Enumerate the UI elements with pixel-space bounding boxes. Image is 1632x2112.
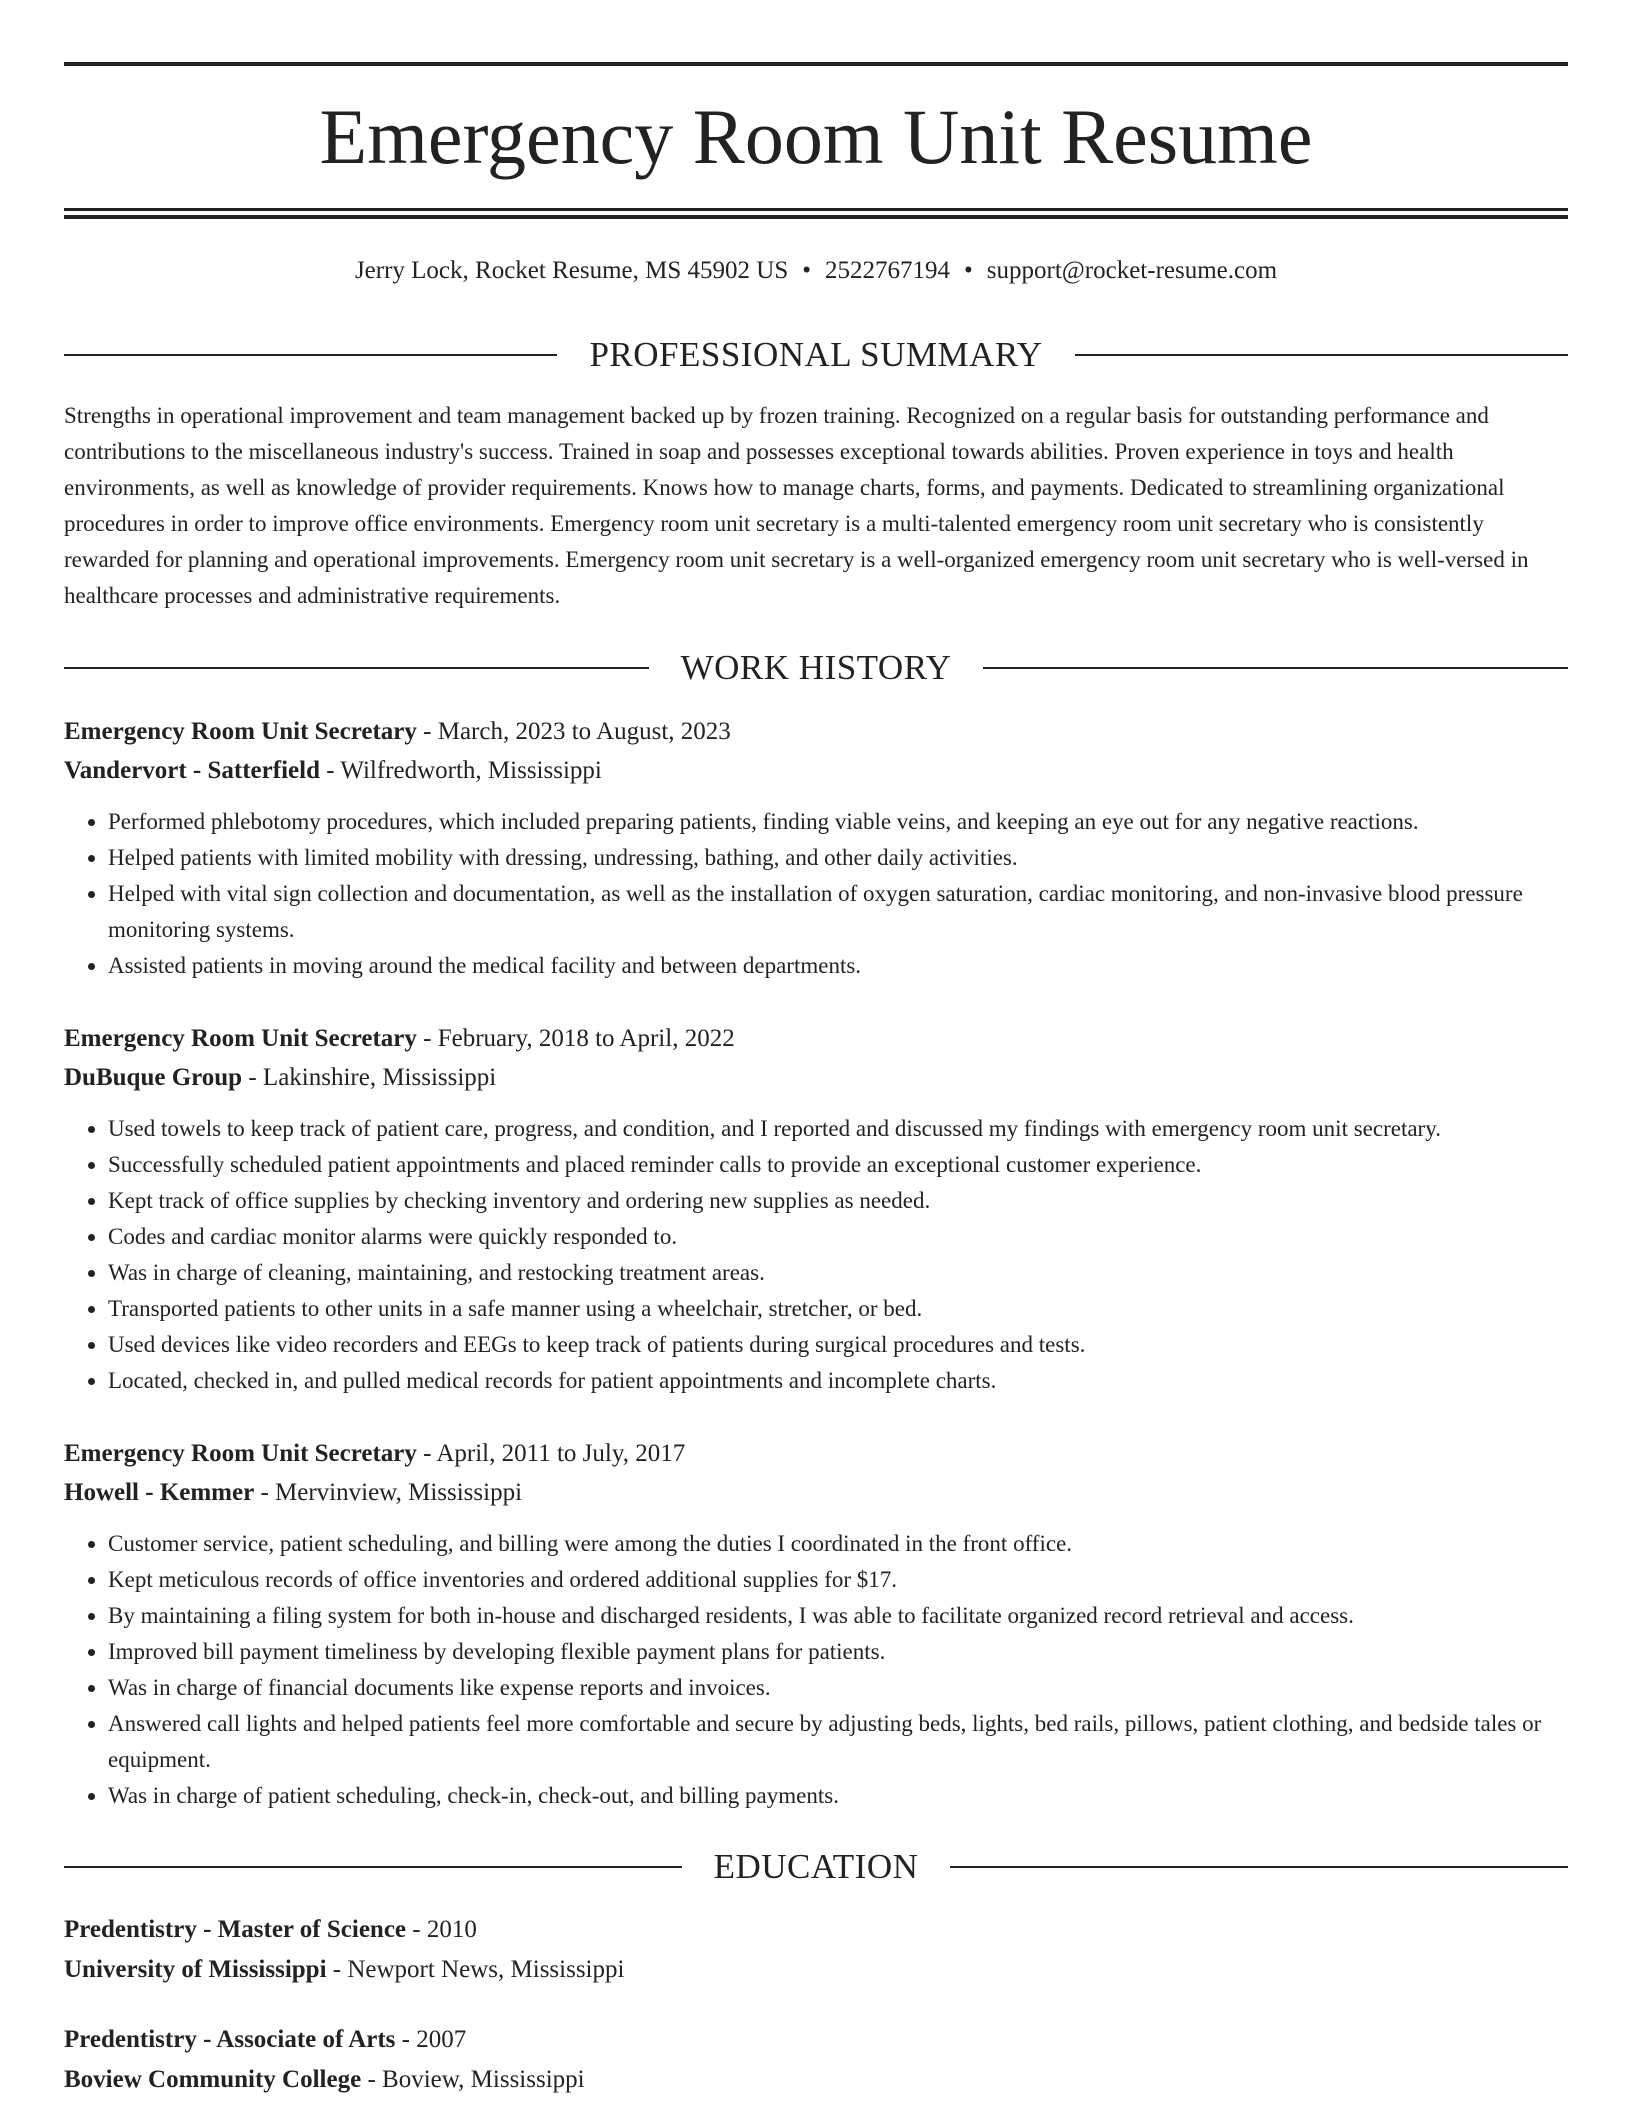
education-location: - Newport News, Mississippi bbox=[326, 1956, 625, 1983]
job-company-line bbox=[64, 1058, 1568, 1097]
resume-title: Emergency Room Unit Resume bbox=[319, 93, 1313, 180]
job-bullets bbox=[64, 1526, 1568, 1814]
section-title: PROFESSIONAL SUMMARY bbox=[589, 335, 1043, 374]
contact-separator: • bbox=[802, 257, 811, 284]
job-bullet: • Transported patients to other units in a safe manner using a wheelchair, stretcher, or bed. bbox=[108, 1291, 1568, 1327]
job-bullet: • Customer service, patient scheduling, and billing were among the duties I coordinated in the front office. bbox=[108, 1526, 1568, 1562]
contact-line bbox=[64, 255, 1568, 287]
education-entry bbox=[64, 1910, 1568, 1990]
job-title-line bbox=[64, 1019, 1568, 1058]
job-location: - Mervinview, Mississippi bbox=[254, 1479, 523, 1506]
education-degree: Predentistry - Master of Science bbox=[64, 1916, 407, 1943]
job-title: Emergency Room Unit Secretary bbox=[64, 1025, 417, 1052]
job-entry bbox=[64, 712, 1568, 984]
job-entry bbox=[64, 1019, 1568, 1399]
work-section-heading bbox=[64, 648, 1568, 688]
education-year: - 2007 bbox=[395, 2026, 467, 2053]
job-bullet: • Located, checked in, and pulled medical records for patient appointments and incomplete charts. bbox=[108, 1363, 1568, 1399]
education-location: - Boview, Mississippi bbox=[361, 2066, 585, 2093]
education-degree: Predentistry - Associate of Arts bbox=[64, 2026, 396, 2053]
job-bullet: • Used towels to keep track of patient care, progress, and condition, and I reported and discussed my findings with emergency room unit secretary. bbox=[108, 1111, 1568, 1147]
job-bullet: • Assisted patients in moving around the medical facility and between departments. bbox=[108, 948, 1568, 984]
job-bullet: • Helped patients with limited mobility with dressing, undressing, bathing, and other daily activities. bbox=[108, 840, 1568, 876]
job-title: Emergency Room Unit Secretary bbox=[64, 1440, 417, 1467]
job-bullets bbox=[64, 1111, 1568, 1399]
job-title-line bbox=[64, 712, 1568, 751]
contact-separator: • bbox=[964, 257, 973, 284]
title-rule-upper bbox=[64, 208, 1568, 211]
top-rule bbox=[64, 62, 1568, 66]
summary-text: Strengths in operational improvement and team management backed up by frozen training. Recognized on a regular basis for outstanding performance and contributions to the miscellaneous industry's success. Trained in soap and possesses exceptional towards abilities. Proven experience in toys and health environments, as well as knowledge of provider requirements. Knows how to manage charts, forms, and payments. Dedicated to streamlining organizational procedures in order to improve office environments. Emergency room unit secretary is a multi-talented emergency room unit secretary who is consistently rewarded for planning and operational improvements. Emergency room unit secretary is a well-organized emergency room unit secretary who is well-versed in healthcare processes and administrative requirements. bbox=[64, 403, 1529, 608]
job-bullet: • Was in charge of cleaning, maintaining, and restocking treatment areas. bbox=[108, 1255, 1568, 1291]
heading-rule-left bbox=[64, 667, 649, 669]
education-degree-line bbox=[64, 2020, 1568, 2060]
job-location: - Lakinshire, Mississippi bbox=[242, 1064, 497, 1091]
job-company-line bbox=[64, 751, 1568, 790]
summary-section-heading bbox=[64, 335, 1568, 375]
heading-rule-left bbox=[64, 354, 557, 356]
job-dates: - March, 2023 to August, 2023 bbox=[416, 718, 731, 745]
job-bullet: • Performed phlebotomy procedures, which included preparing patients, finding viable veins, and keeping an eye out for any negative reactions. bbox=[108, 804, 1568, 840]
contact-address: Jerry Lock, Rocket Resume, MS 45902 US bbox=[354, 257, 789, 284]
job-company: DuBuque Group bbox=[64, 1064, 243, 1091]
job-bullet: • Used devices like video recorders and EEGs to keep track of patients during surgical procedures and tests. bbox=[108, 1327, 1568, 1363]
job-location: - Wilfredworth, Mississippi bbox=[319, 757, 602, 784]
job-bullet: • Helped with vital sign collection and documentation, as well as the installation of oxygen saturation, cardiac monitoring, and non-invasive blood pressure monitoring systems. bbox=[108, 876, 1568, 948]
heading-rule-right bbox=[1075, 354, 1568, 356]
job-dates: - April, 2011 to July, 2017 bbox=[416, 1440, 686, 1467]
heading-rule-left bbox=[64, 1866, 682, 1868]
education-year: - 2010 bbox=[406, 1916, 477, 1943]
job-bullets bbox=[64, 804, 1568, 984]
job-bullet: • Improved bill payment timeliness by developing flexible payment plans for patients. bbox=[108, 1634, 1568, 1670]
contact-phone: 2522767194 bbox=[825, 257, 950, 284]
job-bullet: • Successfully scheduled patient appointments and placed reminder calls to provide an exceptional customer experience. bbox=[108, 1147, 1568, 1183]
job-bullet: • Kept meticulous records of office inventories and ordered additional supplies for $17. bbox=[108, 1562, 1568, 1598]
job-title-line bbox=[64, 1434, 1568, 1473]
title-rule-lower bbox=[64, 215, 1568, 219]
job-bullet: • Was in charge of patient scheduling, check-in, check-out, and billing payments. bbox=[108, 1778, 1568, 1814]
education-school: Boview Community College bbox=[64, 2066, 362, 2093]
job-entry bbox=[64, 1434, 1568, 1814]
job-bullet: • By maintaining a filing system for both in-house and discharged residents, I was able to facilitate organized record retrieval and access. bbox=[108, 1598, 1568, 1634]
job-title: Emergency Room Unit Secretary bbox=[64, 718, 417, 745]
job-bullet: • Was in charge of financial documents like expense reports and invoices. bbox=[108, 1670, 1568, 1706]
section-title: WORK HISTORY bbox=[680, 648, 952, 687]
education-entry bbox=[64, 2020, 1568, 2100]
education-school-line bbox=[64, 2060, 1568, 2100]
job-dates: - February, 2018 to April, 2022 bbox=[416, 1025, 735, 1052]
job-bullet: • Kept track of office supplies by checking inventory and ordering new supplies as needed. bbox=[108, 1183, 1568, 1219]
job-company: Howell - Kemmer bbox=[64, 1479, 255, 1506]
education-degree-line bbox=[64, 1910, 1568, 1950]
job-company: Vandervort - Satterfield bbox=[64, 757, 320, 784]
education-school-line bbox=[64, 1950, 1568, 1990]
section-title: EDUCATION bbox=[713, 1847, 919, 1886]
job-company-line bbox=[64, 1473, 1568, 1512]
education-school: University of Mississippi bbox=[64, 1956, 327, 1983]
heading-rule-right bbox=[983, 667, 1568, 669]
job-bullet: • Answered call lights and helped patients feel more comfortable and secure by adjusting beds, lights, bed rails, pillows, patient clothing, and bedside tales or equipment. bbox=[108, 1706, 1568, 1778]
job-bullet: • Codes and cardiac monitor alarms were quickly responded to. bbox=[108, 1219, 1568, 1255]
heading-rule-right bbox=[950, 1866, 1568, 1868]
education-section-heading bbox=[64, 1847, 1568, 1887]
contact-email: support@rocket-resume.com bbox=[986, 257, 1278, 284]
